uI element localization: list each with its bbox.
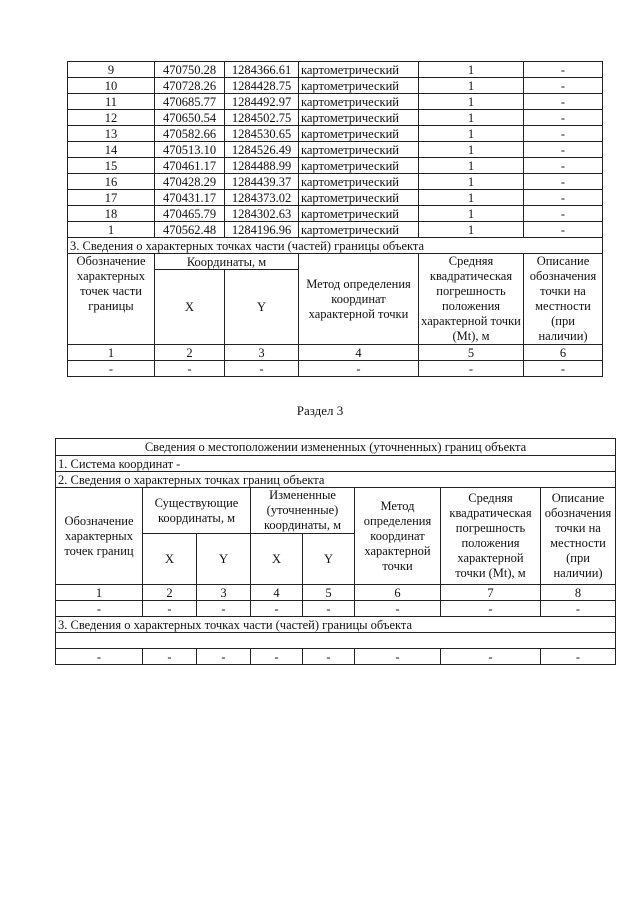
method: картометрический	[299, 78, 419, 94]
header-y: Y	[225, 270, 299, 345]
description: -	[524, 222, 603, 238]
coord-y: 1284196.96	[225, 222, 299, 238]
method: картометрический	[299, 158, 419, 174]
column-number: 4	[251, 585, 303, 601]
empty-cell: -	[197, 601, 251, 617]
parts-title: 3. Сведения о характерных точках части (частей) границы объекта	[56, 617, 616, 633]
coord-x: 470750.28	[155, 62, 225, 78]
error: 1	[419, 62, 524, 78]
blank-row	[56, 633, 616, 649]
coord-y: 1284302.63	[225, 206, 299, 222]
header-existing-coordinates: Существующие координаты, м	[143, 488, 251, 534]
column-number: 2	[143, 585, 197, 601]
empty-cell: -	[419, 361, 524, 377]
empty-cell: -	[143, 601, 197, 617]
coord-x: 470685.77	[155, 94, 225, 110]
empty-cell: -	[355, 649, 441, 665]
coord-y: 1284530.65	[225, 126, 299, 142]
header-y: Y	[197, 534, 251, 585]
description: -	[524, 78, 603, 94]
column-number: 5	[419, 345, 524, 361]
description: -	[524, 174, 603, 190]
column-number: 3	[197, 585, 251, 601]
column-number: 3	[225, 345, 299, 361]
header-point: Обозначение характерных точек границ	[56, 488, 143, 585]
coord-y: 1284373.02	[225, 190, 299, 206]
header-y: Y	[303, 534, 355, 585]
boundary-point-row	[68, 110, 603, 126]
error: 1	[419, 222, 524, 238]
point-number: 17	[68, 190, 155, 206]
error: 1	[419, 94, 524, 110]
method: картометрический	[299, 126, 419, 142]
description: -	[524, 62, 603, 78]
empty-cell: -	[225, 361, 299, 377]
error: 1	[419, 126, 524, 142]
empty-cell: -	[524, 361, 603, 377]
boundary-point-row	[68, 174, 603, 190]
point-number: 16	[68, 174, 155, 190]
header-description: Описание обозначения точки на местности (при наличии)	[541, 488, 616, 585]
section3-parts-title: 3. Сведения о характерных точках части (частей) границы объекта	[68, 238, 603, 254]
empty-cell: -	[251, 601, 303, 617]
coord-y: 1284488.99	[225, 158, 299, 174]
description: -	[524, 126, 603, 142]
column-number: 8	[541, 585, 616, 601]
boundary-point-row	[68, 78, 603, 94]
method: картометрический	[299, 62, 419, 78]
header-error: Средняя квадратическая погрешность положения характерной точки (Mt), м	[419, 254, 524, 345]
method: картометрический	[299, 222, 419, 238]
coordinate-system: 1. Система координат -	[56, 456, 616, 472]
empty-cell: -	[143, 649, 197, 665]
coord-x: 470582.66	[155, 126, 225, 142]
coord-y: 1284428.75	[225, 78, 299, 94]
coord-x: 470461.17	[155, 158, 225, 174]
coord-y: 1284526.49	[225, 142, 299, 158]
empty-cell: -	[441, 649, 541, 665]
boundary-point-row	[68, 126, 603, 142]
point-number: 14	[68, 142, 155, 158]
coord-x: 470728.26	[155, 78, 225, 94]
header-changed-coordinates: Измененные (уточненные) координаты, м	[251, 488, 355, 534]
description: -	[524, 142, 603, 158]
boundary-point-row	[68, 206, 603, 222]
empty-cell: -	[355, 601, 441, 617]
description: -	[524, 206, 603, 222]
table-title: Сведения о местоположении измененных (уточненных) границ объекта	[56, 439, 616, 456]
error: 1	[419, 190, 524, 206]
error: 1	[419, 158, 524, 174]
empty-cell: -	[299, 361, 419, 377]
coord-x: 470428.29	[155, 174, 225, 190]
header-method: Метод определения координат характерной точки	[299, 254, 419, 345]
header-description: Описание обозначения точки на местности (при наличии)	[524, 254, 603, 345]
column-number: 2	[155, 345, 225, 361]
column-number: 6	[524, 345, 603, 361]
error: 1	[419, 142, 524, 158]
section-heading: Раздел 3	[296, 403, 344, 418]
coord-x: 470513.10	[155, 142, 225, 158]
empty-cell: -	[197, 649, 251, 665]
description: -	[524, 190, 603, 206]
point-number: 1	[68, 222, 155, 238]
empty-cell: -	[56, 649, 143, 665]
method: картометрический	[299, 190, 419, 206]
method: картометрический	[299, 142, 419, 158]
boundary-point-row	[68, 94, 603, 110]
column-number: 6	[355, 585, 441, 601]
points-title: 2. Сведения о характерных точках границ объекта	[56, 472, 616, 488]
coord-x: 470465.79	[155, 206, 225, 222]
empty-cell: -	[303, 601, 355, 617]
empty-cell: -	[541, 601, 616, 617]
point-number: 9	[68, 62, 155, 78]
empty-cell: -	[68, 361, 155, 377]
point-number: 10	[68, 78, 155, 94]
changed-boundaries-table	[55, 438, 616, 665]
empty-cell: -	[56, 601, 143, 617]
column-number: 1	[68, 345, 155, 361]
point-number: 12	[68, 110, 155, 126]
coord-y: 1284502.75	[225, 110, 299, 126]
header-x: X	[143, 534, 197, 585]
boundary-point-row	[68, 142, 603, 158]
column-number: 7	[441, 585, 541, 601]
header-x: X	[155, 270, 225, 345]
column-number: 4	[299, 345, 419, 361]
column-number: 1	[56, 585, 143, 601]
description: -	[524, 158, 603, 174]
method: картометрический	[299, 94, 419, 110]
empty-cell: -	[251, 649, 303, 665]
error: 1	[419, 174, 524, 190]
method: картометрический	[299, 206, 419, 222]
point-number: 13	[68, 126, 155, 142]
empty-cell: -	[541, 649, 616, 665]
coord-x: 470650.54	[155, 110, 225, 126]
method: картометрический	[299, 174, 419, 190]
column-number: 5	[303, 585, 355, 601]
error: 1	[419, 78, 524, 94]
coord-x: 470562.48	[155, 222, 225, 238]
coord-y: 1284366.61	[225, 62, 299, 78]
description: -	[524, 110, 603, 126]
header-method: Метод определения координат характерной точки	[355, 488, 441, 585]
coord-x: 470431.17	[155, 190, 225, 206]
empty-cell: -	[155, 361, 225, 377]
point-number: 11	[68, 94, 155, 110]
header-x: X	[251, 534, 303, 585]
empty-cell: -	[303, 649, 355, 665]
point-number: 15	[68, 158, 155, 174]
coord-y: 1284492.97	[225, 94, 299, 110]
header-coordinates: Координаты, м	[155, 254, 299, 270]
point-number: 18	[68, 206, 155, 222]
error: 1	[419, 110, 524, 126]
boundary-point-row	[68, 62, 603, 78]
header-error: Средняя квадратическая погрешность положения характерной точки (Mt), м	[441, 488, 541, 585]
description: -	[524, 94, 603, 110]
boundary-point-row	[68, 158, 603, 174]
coord-y: 1284439.37	[225, 174, 299, 190]
empty-cell: -	[441, 601, 541, 617]
boundary-points-table	[67, 61, 603, 377]
error: 1	[419, 206, 524, 222]
boundary-point-row	[68, 222, 603, 238]
header-point: Обозначение характерных точек части границы	[68, 254, 155, 345]
boundary-point-row	[68, 190, 603, 206]
method: картометрический	[299, 110, 419, 126]
